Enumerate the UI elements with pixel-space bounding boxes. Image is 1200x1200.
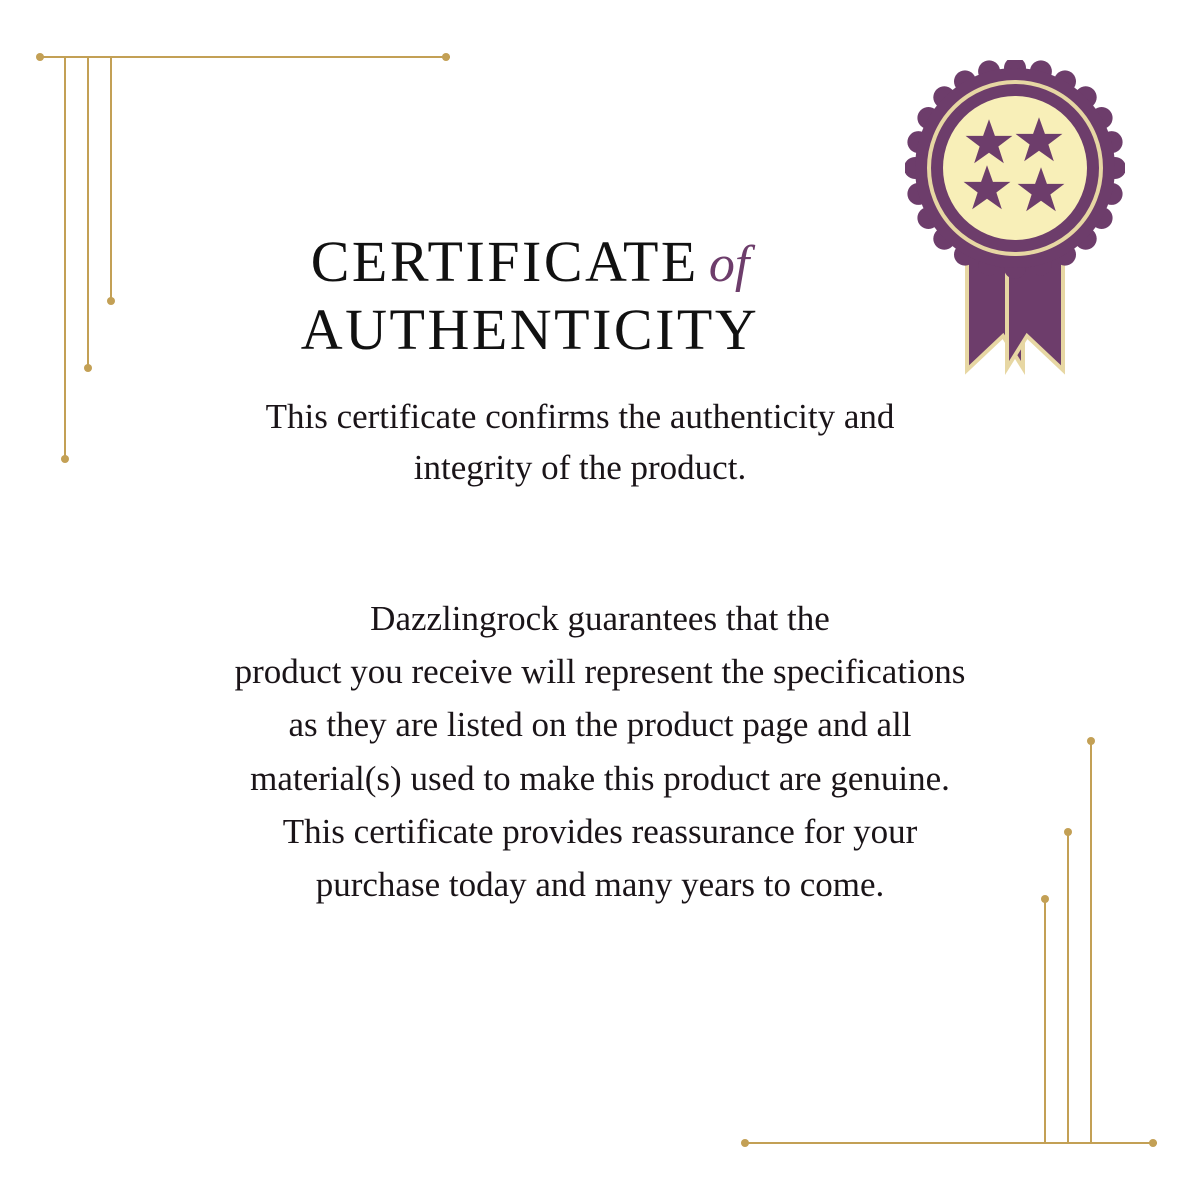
- body-line: material(s) used to make this product are genuine.: [250, 758, 950, 798]
- body-line: product you receive will represent the specifications: [234, 652, 966, 692]
- certificate-body: [70, 592, 1130, 911]
- subtitle-line-1: This certificate confirms the authenticity and: [265, 397, 895, 436]
- body-line: purchase today and many years to come.: [315, 864, 885, 904]
- title-word-of: of: [708, 236, 750, 293]
- page-title: [120, 228, 940, 365]
- certificate-subtitle: [120, 392, 1040, 494]
- subtitle-line-2: integrity of the product.: [413, 447, 747, 487]
- body-line: Dazzlingrock guarantees that the: [370, 599, 830, 638]
- title-line-1: [120, 228, 940, 296]
- body-line: as they are listed on the product page and all: [288, 705, 912, 745]
- body-line: This certificate provides reassurance for your: [282, 811, 918, 851]
- title-word-certificate: CERTIFICATE: [310, 229, 699, 294]
- title-line-2: AUTHENTICITY: [300, 297, 760, 363]
